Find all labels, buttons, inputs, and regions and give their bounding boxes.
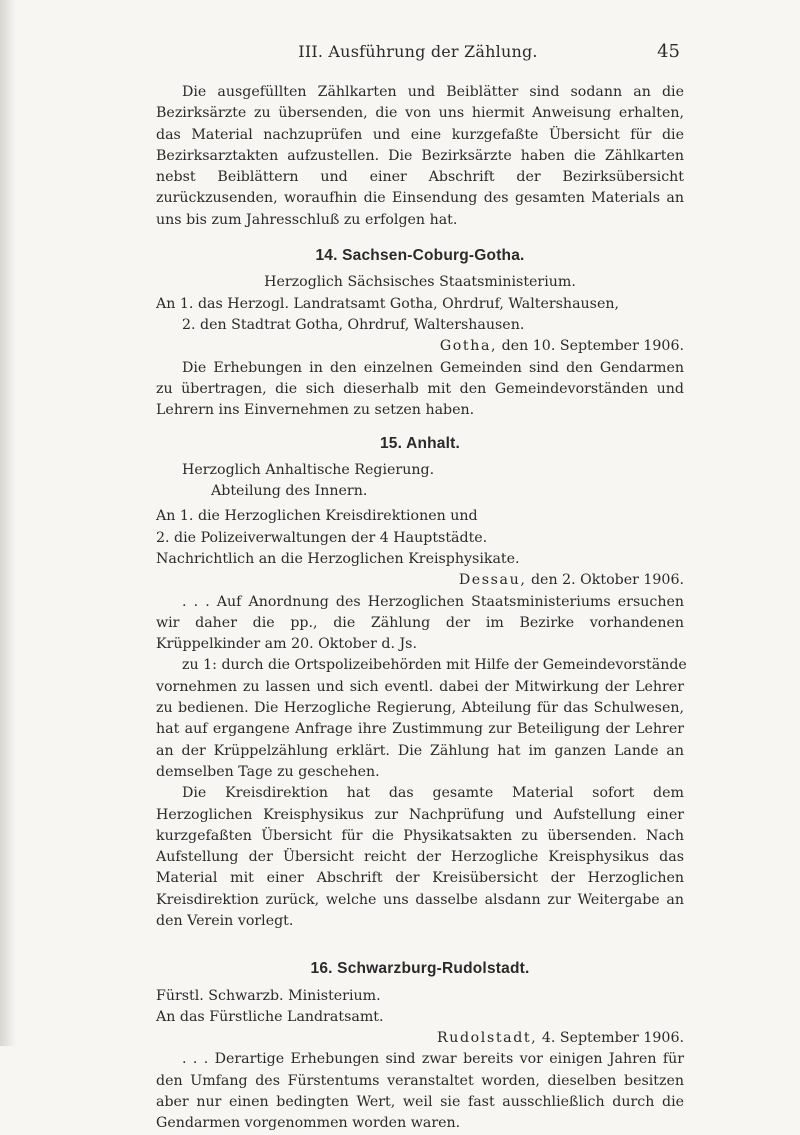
section-15-text-3: vornehmen zu lassen und sich eventl. dabei der Mitwirkung der Lehrer zu bedienen. Die Herzogliche Regierung, Abteilung für das Schulwesen, hat auf ergangene Anfrage ihre Zustimmung zur Beteiligung der Lehrer an der Krüppelzählung erklärt. Die Zählung hat im ganzen Lande an demselben Tage zu geschehen. bbox=[156, 678, 684, 780]
section-16-date bbox=[156, 1028, 684, 1049]
section-14-heading: 14. Sachsen-Coburg-Gotha. bbox=[315, 247, 525, 265]
section-16-heading: 16. Schwarzburg-Rudolstadt. bbox=[310, 960, 530, 978]
section-14-addressee-2: 2. den Stadtrat Gotha, Ohrdruf, Waltershausen. bbox=[182, 316, 525, 333]
intro-paragraph: Die ausgefüllten Zählkarten und Beiblätter sind sodann an die Bezirksärzte zu übersenden, die von uns hiermit Anweisung erhalten, das Material nachzuprüfen und eine kurzgefaßte Übersicht für die Bezirksarztakten aufzustellen. Die Bezirksärzte haben die Zählkarten nebst Beiblättern und einer Abschrift der Bezirksübersicht zurückzusenden, woraufhin die Einsendung des gesamten Materials an uns bis zum Jahresschluß zu erfolgen hat. bbox=[156, 84, 684, 228]
header-title: III. Ausführung der Zählung. bbox=[298, 42, 538, 61]
section-14-addressee-1: An 1. das Herzogl. Landratsamt Gotha, Ohrdruf, Waltershausen, bbox=[156, 295, 619, 312]
section-15-text-2: zu 1: durch die Ortspolizeibehörden mit Hilfe der Gemeindevorstände bbox=[182, 657, 687, 674]
section-15-text-1: . . . Auf Anordnung des Herzoglichen Staatsministeriums ersuchen wir daher die pp., die Zählung der im Bezirke vorhandenen Krüppelkinder am 20. Oktober d. Js. bbox=[156, 593, 684, 653]
section-14-text: Die Erhebungen in den einzelnen Gemeinden sind den Gendarmen zu übertragen, die sich dieserhalb mit den Gemeindevorständen und Lehrern ins Einvernehmen zu setzen haben. bbox=[156, 359, 684, 419]
section-15-text-4: Die Kreisdirektion hat das gesamte Material sofort dem Herzoglichen Kreisphysikus zur Nachprüfung und Aufstellung einer kurzgefaßten Übersicht für die Physikatsakten zu übersenden. Nach Aufstellung der Übersicht reicht der Herzogliche Kreisphysikus das Material mit einer Abschrift der Kreisübersicht der Herzoglichen Kreisdirektion zurück, welche uns dasselbe alsdann zur Weitergabe an den Verein vorlegt. bbox=[156, 785, 684, 929]
section-15-cc: Nachrichtlich an die Herzoglichen Kreisphysikate. bbox=[156, 550, 520, 567]
section-14-date-rest: den 10. September 1906. bbox=[501, 338, 684, 355]
section-16-date-place: Rudolstadt, bbox=[436, 1030, 538, 1047]
section-14-date-place: Gotha, bbox=[439, 338, 498, 355]
section-15-addressee-1: An 1. die Herzoglichen Kreisdirektionen und bbox=[156, 508, 478, 525]
section-16-authority: Fürstl. Schwarzb. Ministerium. bbox=[156, 987, 381, 1004]
section-15-date-rest: den 2. Oktober 1906. bbox=[530, 572, 684, 589]
running-header bbox=[158, 42, 678, 66]
page-edge-shadow bbox=[0, 0, 16, 1046]
section-16-addressee: An das Fürstliche Landratsamt. bbox=[156, 1008, 384, 1025]
section-15-date-place: Dessau, bbox=[458, 572, 527, 589]
section-14-authority: Herzoglich Sächsisches Staatsministerium. bbox=[264, 274, 576, 291]
section-15-heading: 15. Anhalt. bbox=[379, 435, 460, 453]
section-15-department: Abteilung des Innern. bbox=[211, 483, 368, 500]
section-15-authority: Herzoglich Anhaltische Regierung. bbox=[182, 461, 435, 478]
section-15-date bbox=[156, 570, 684, 591]
page-body bbox=[156, 82, 687, 1135]
section-16-text: . . . Derartige Erhebungen sind zwar bereits vor einigen Jahren für den Umfang des Fürstentums veranstaltet worden, dieselben besitzen aber nur einen bedingten Wert, weil sie fast ausschließlich durch die Gendarmen vorgenommen worden waren. bbox=[156, 1051, 684, 1132]
section-16-date-rest: 4. September 1906. bbox=[541, 1030, 684, 1047]
page-number: 45 bbox=[657, 41, 680, 62]
section-14-date bbox=[156, 336, 684, 357]
section-15-addressee-2: 2. die Polizeiverwaltungen der 4 Hauptstädte. bbox=[156, 529, 488, 546]
